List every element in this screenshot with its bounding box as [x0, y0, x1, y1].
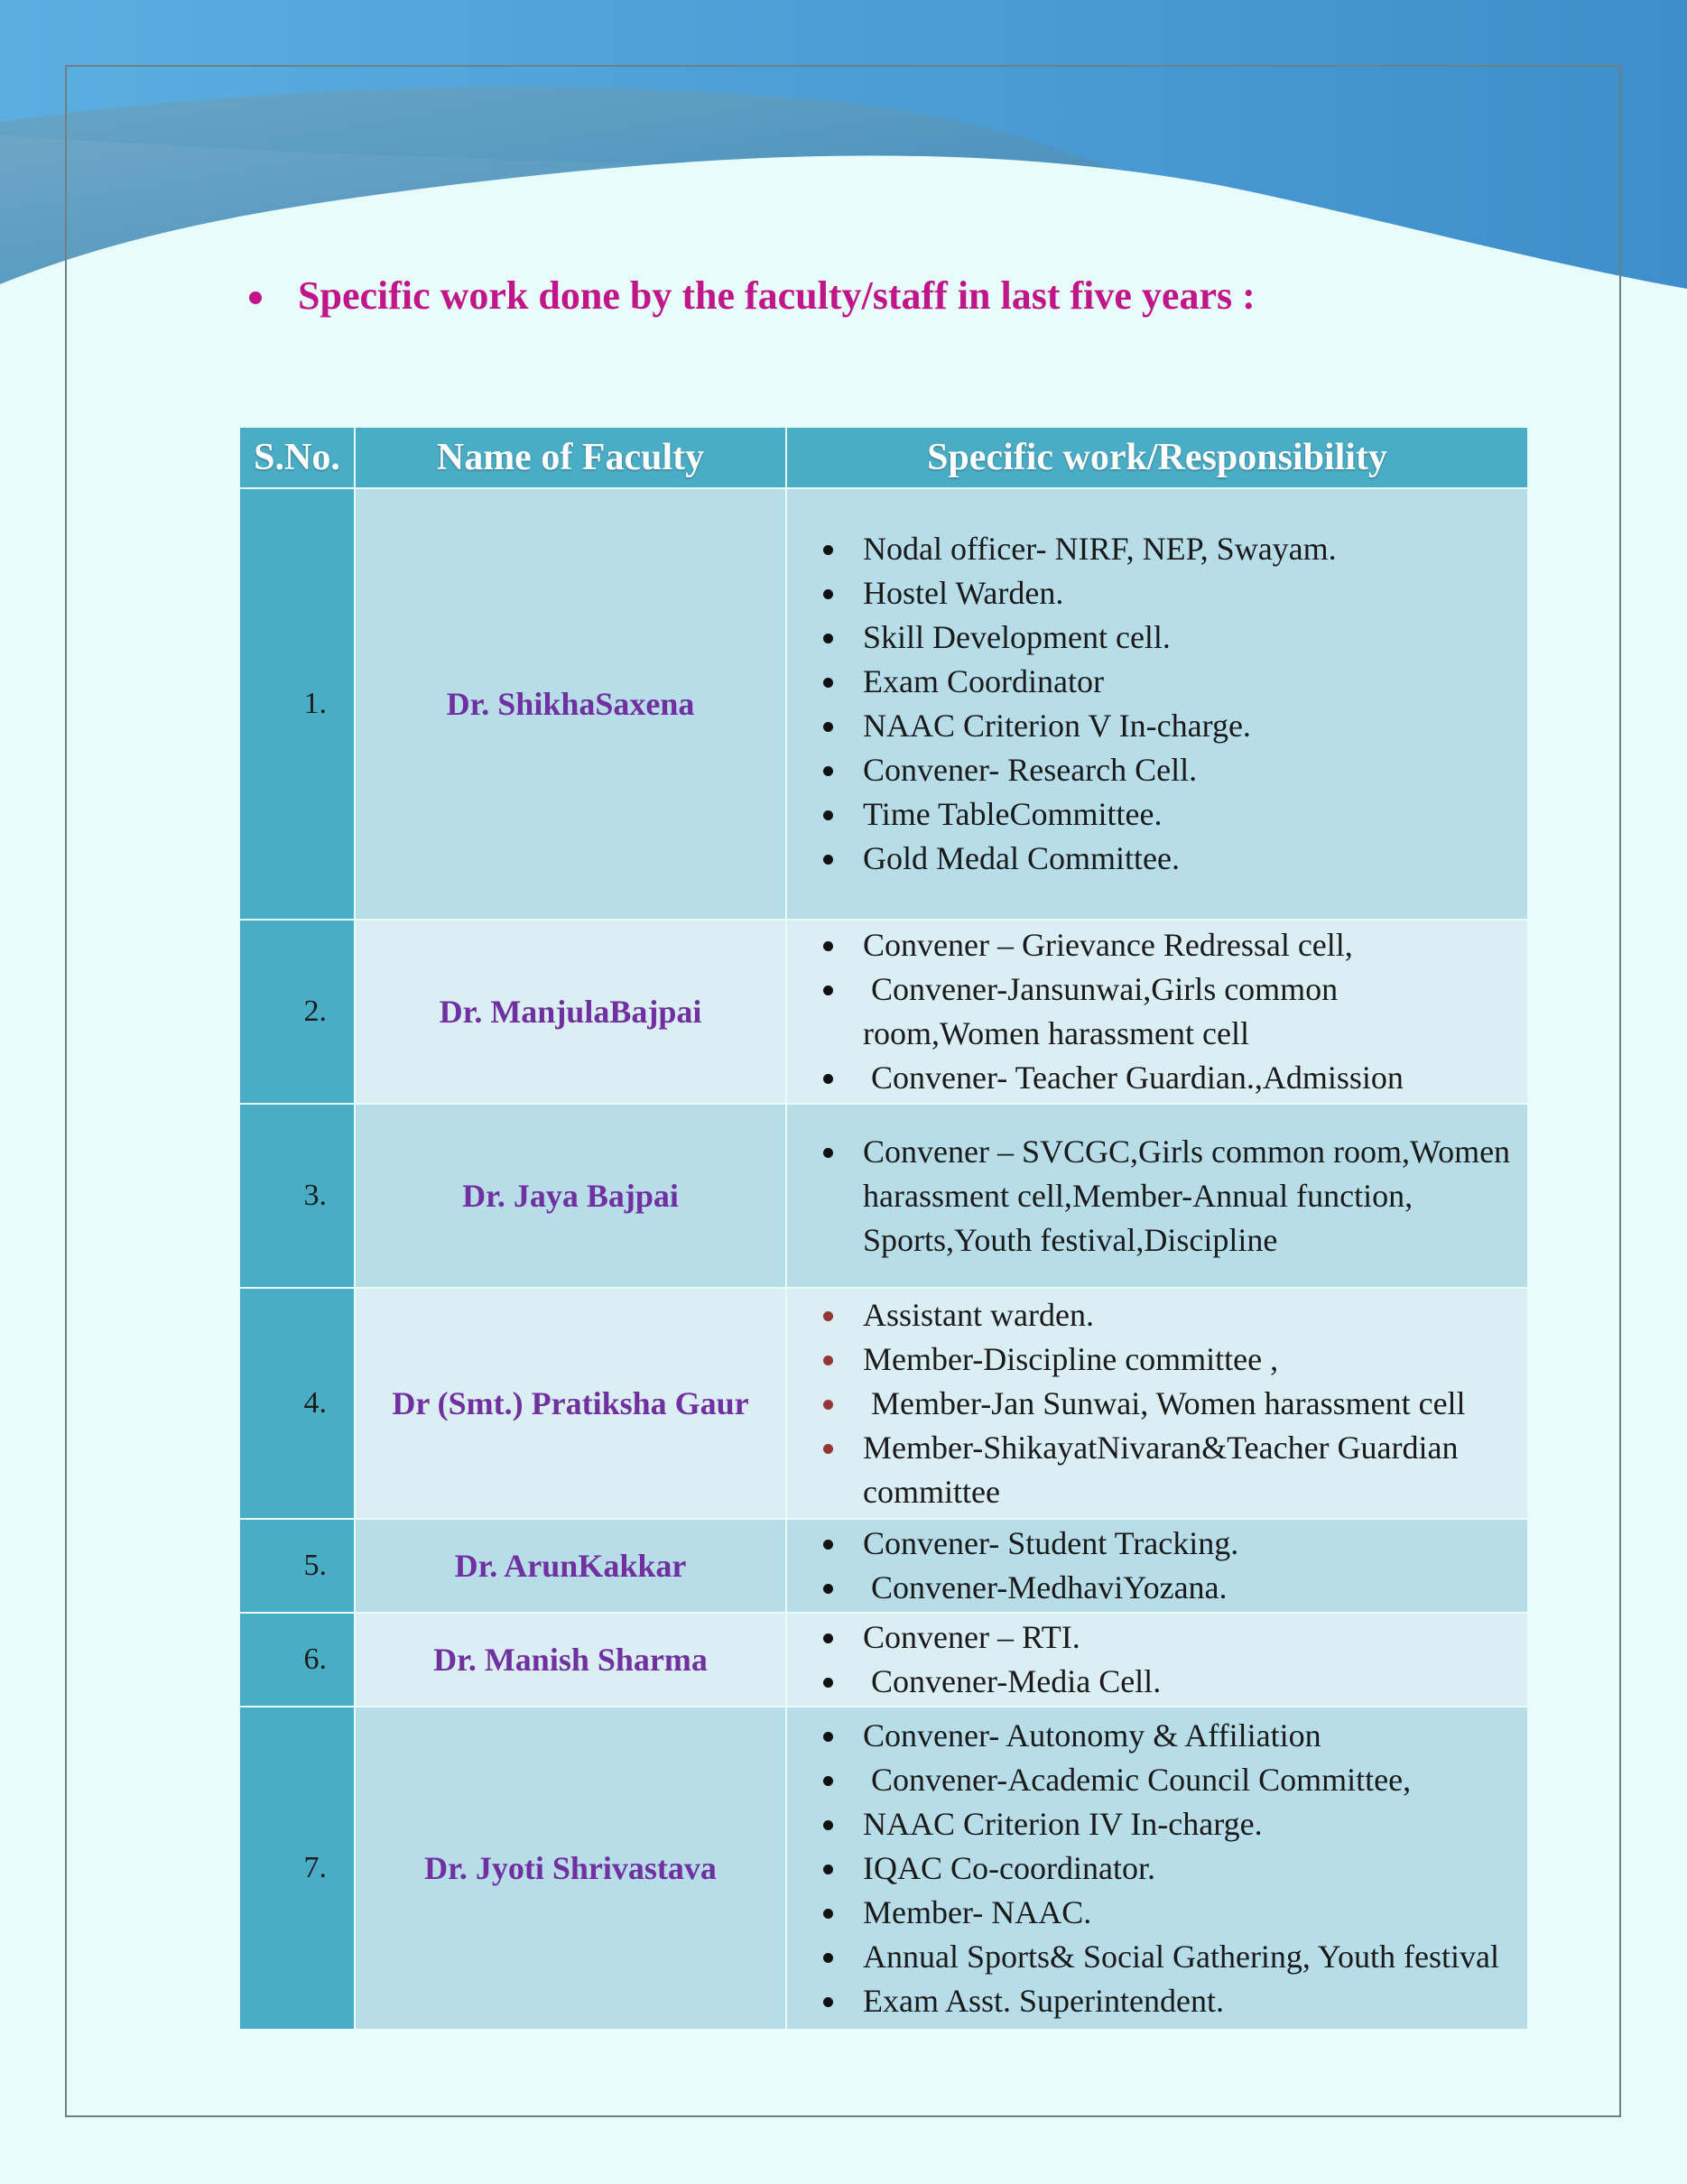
serial-number: 6. — [239, 1613, 355, 1707]
list-item: NAAC Criterion IV In-charge. — [823, 1802, 1520, 1846]
table-row — [239, 1288, 1528, 1519]
column-header-sno: S.No. — [239, 427, 355, 488]
list-item: Exam Asst. Superintendent. — [823, 1979, 1520, 2023]
serial-number: 3. — [239, 1104, 355, 1288]
list-item: Convener-Academic Council Committee, — [823, 1758, 1520, 1802]
list-item: Time TableCommittee. — [823, 792, 1520, 837]
list-item: Convener- Student Tracking. — [823, 1522, 1520, 1566]
serial-number: 7. — [239, 1707, 355, 2030]
list-item: Assistant warden. — [823, 1293, 1520, 1337]
list-item: Convener- Teacher Guardian.,Admission — [823, 1056, 1520, 1100]
list-item: Convener- Autonomy & Affiliation — [823, 1714, 1520, 1758]
list-item: Convener-MedhaviYozana. — [823, 1566, 1520, 1610]
serial-number: 4. — [239, 1288, 355, 1519]
list-item: Exam Coordinator — [823, 660, 1520, 704]
work-list — [787, 527, 1527, 881]
work-list — [787, 923, 1527, 1100]
work-cell — [786, 1288, 1528, 1519]
work-cell — [786, 1707, 1528, 2030]
work-list — [787, 1522, 1527, 1610]
list-item: Annual Sports& Social Gathering, Youth festival — [823, 1935, 1520, 1979]
list-item: Gold Medal Committee. — [823, 837, 1520, 881]
faculty-name: Dr. Jyoti Shrivastava — [355, 1707, 786, 2030]
faculty-name: Dr (Smt.) Pratiksha Gaur — [355, 1288, 786, 1519]
work-list — [787, 1714, 1527, 2023]
column-header-name: Name of Faculty — [355, 427, 786, 488]
list-item: Skill Development cell. — [823, 615, 1520, 660]
list-item: Convener – RTI. — [823, 1615, 1520, 1660]
table-row — [239, 1707, 1528, 2030]
section-heading — [249, 273, 1256, 319]
list-item: NAAC Criterion V In-charge. — [823, 704, 1520, 748]
work-list — [787, 1615, 1527, 1704]
serial-number: 2. — [239, 920, 355, 1104]
table-row — [239, 1519, 1528, 1613]
table-row — [239, 488, 1528, 920]
work-list — [787, 1130, 1527, 1263]
list-item: Convener – Grievance Redressal cell, — [823, 923, 1520, 967]
work-cell — [786, 1519, 1528, 1613]
faculty-responsibility-table — [238, 426, 1529, 2031]
work-cell — [786, 488, 1528, 920]
serial-number: 1. — [239, 488, 355, 920]
list-item: Member-ShikayatNivaran&Teacher Guardian committee — [823, 1426, 1520, 1514]
list-item: Convener-Jansunwai,Girls common room,Women harassment cell — [823, 967, 1520, 1056]
list-item: Member-Discipline committee , — [823, 1337, 1520, 1382]
faculty-name: Dr. Manish Sharma — [355, 1613, 786, 1707]
work-list — [787, 1293, 1527, 1514]
list-item: Convener-Media Cell. — [823, 1660, 1520, 1704]
faculty-name: Dr. ArunKakkar — [355, 1519, 786, 1613]
list-item: Convener – SVCGC,Girls common room,Women harassment cell,Member-Annual function, Sports,Youth festival,Discipline — [823, 1130, 1520, 1263]
table-row — [239, 1104, 1528, 1288]
faculty-name: Dr. Jaya Bajpai — [355, 1104, 786, 1288]
column-header-work: Specific work/Responsibility — [786, 427, 1528, 488]
list-item: Convener- Research Cell. — [823, 748, 1520, 792]
serial-number: 5. — [239, 1519, 355, 1613]
table-row — [239, 1613, 1528, 1707]
bullet-icon — [249, 292, 262, 304]
faculty-name: Dr. ManjulaBajpai — [355, 920, 786, 1104]
list-item: IQAC Co-coordinator. — [823, 1846, 1520, 1891]
list-item: Member- NAAC. — [823, 1891, 1520, 1935]
list-item: Hostel Warden. — [823, 571, 1520, 615]
work-cell — [786, 920, 1528, 1104]
faculty-name: Dr. ShikhaSaxena — [355, 488, 786, 920]
table-header-row — [239, 427, 1528, 488]
list-item: Member-Jan Sunwai, Women harassment cell — [823, 1382, 1520, 1426]
table-row — [239, 920, 1528, 1104]
list-item: Nodal officer- NIRF, NEP, Swayam. — [823, 527, 1520, 571]
work-cell — [786, 1613, 1528, 1707]
work-cell — [786, 1104, 1528, 1288]
section-heading-text: Specific work done by the faculty/staff in last five years : — [298, 273, 1256, 318]
